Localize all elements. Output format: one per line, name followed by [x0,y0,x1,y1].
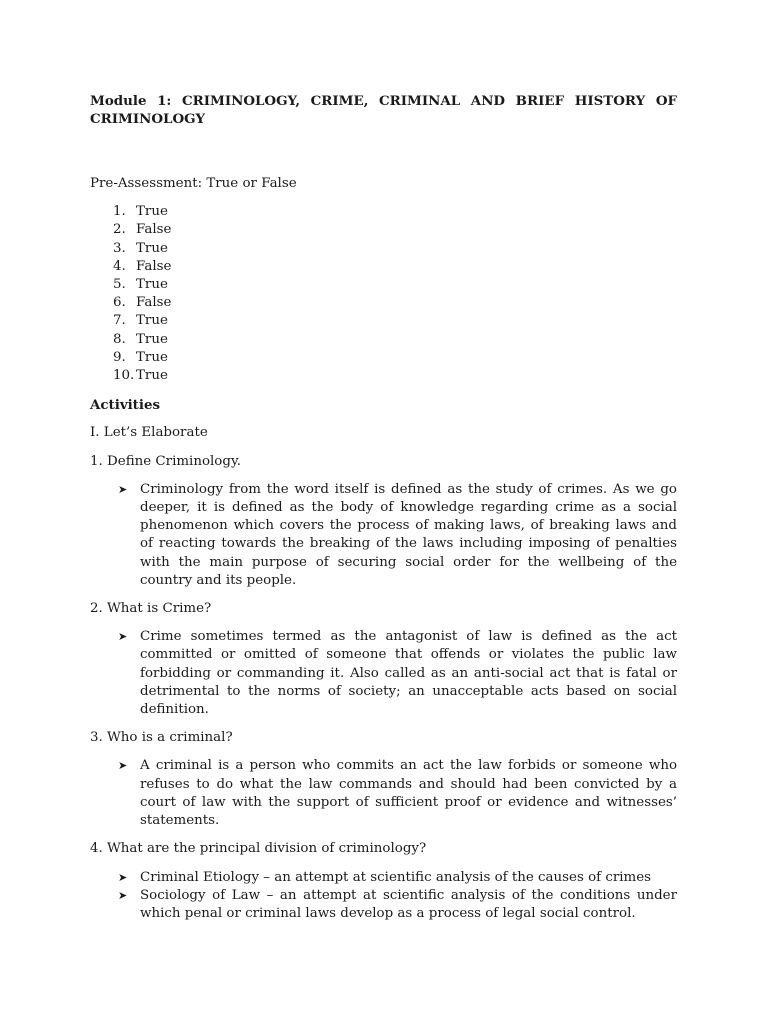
list-item: 8. True [113,331,168,347]
answer-bullets [90,481,677,590]
question-1: 1. Define Criminology. [90,453,241,469]
list-item: 5. True [113,277,168,293]
answer-bullets [90,869,677,924]
arrow-bullet-icon: ➤ [118,888,128,902]
document-page [90,92,677,923]
arrow-bullet-icon: ➤ [118,759,128,773]
list-item: ➤ Criminology from the word itself is defined as the study of crimes. As we go deeper, it is defined as the body of knowledge regarding crime as a social phenomenon which covers the process of making laws, of breaking laws and of reacting towards the breaking of the laws including imposing of penalties with the main purpose of securing social order for the wellbeing of the country and its people. [118,481,677,588]
module-title: Module 1: CRIMINOLOGY, CRIME, CRIMINAL AND BRIEF HISTORY OF CRIMINOLOGY [90,93,677,127]
list-item: 3. True [113,240,168,256]
list-item: ➤ A criminal is a person who commits an act the law forbids or someone who refuses to do what the law commands and should had been convicted by a court of law with the support of sufficient proof or evidence and witnesses’ statements. [118,758,677,829]
list-item: 7. True [113,313,168,329]
pre-assessment-label: Pre-Assessment: True or False [90,176,297,191]
answer-bullets [90,628,677,719]
list-item: 2. False [113,222,172,238]
answer-bullets [90,757,677,830]
list-item: 4. False [113,258,172,274]
question-3: 3. Who is a criminal? [90,730,233,746]
question-4: 4. What are the principal division of criminology? [90,841,427,857]
list-item: ➤ Criminal Etiology – an attempt at scientific analysis of the causes of crimes [118,869,677,887]
arrow-bullet-icon: ➤ [118,482,128,496]
question-2: 2. What is Crime? [90,601,212,617]
answer-list [90,203,677,385]
list-item: 9. True [113,349,168,365]
list-item: 1. True [113,204,168,220]
list-item: 10. True [113,368,168,384]
arrow-bullet-icon: ➤ [118,870,128,884]
arrow-bullet-icon: ➤ [118,630,128,644]
list-item: ➤ Crime sometimes termed as the antagonist of law is defined as the act committed or omitted of someone that offends or violates the public law forbidding or commanding it. Also called as an anti-social act that is fatal or detrimental to the norms of society; an unacceptable acts based on social definition. [118,629,677,718]
activities-heading: Activities [90,397,161,414]
list-item: ➤ Sociology of Law – an attempt at scientific analysis of the conditions under which penal or criminal laws develop as a process of legal social control. [118,887,677,921]
list-item: 6. False [113,295,172,311]
section-label: I. Let’s Elaborate [90,425,208,441]
